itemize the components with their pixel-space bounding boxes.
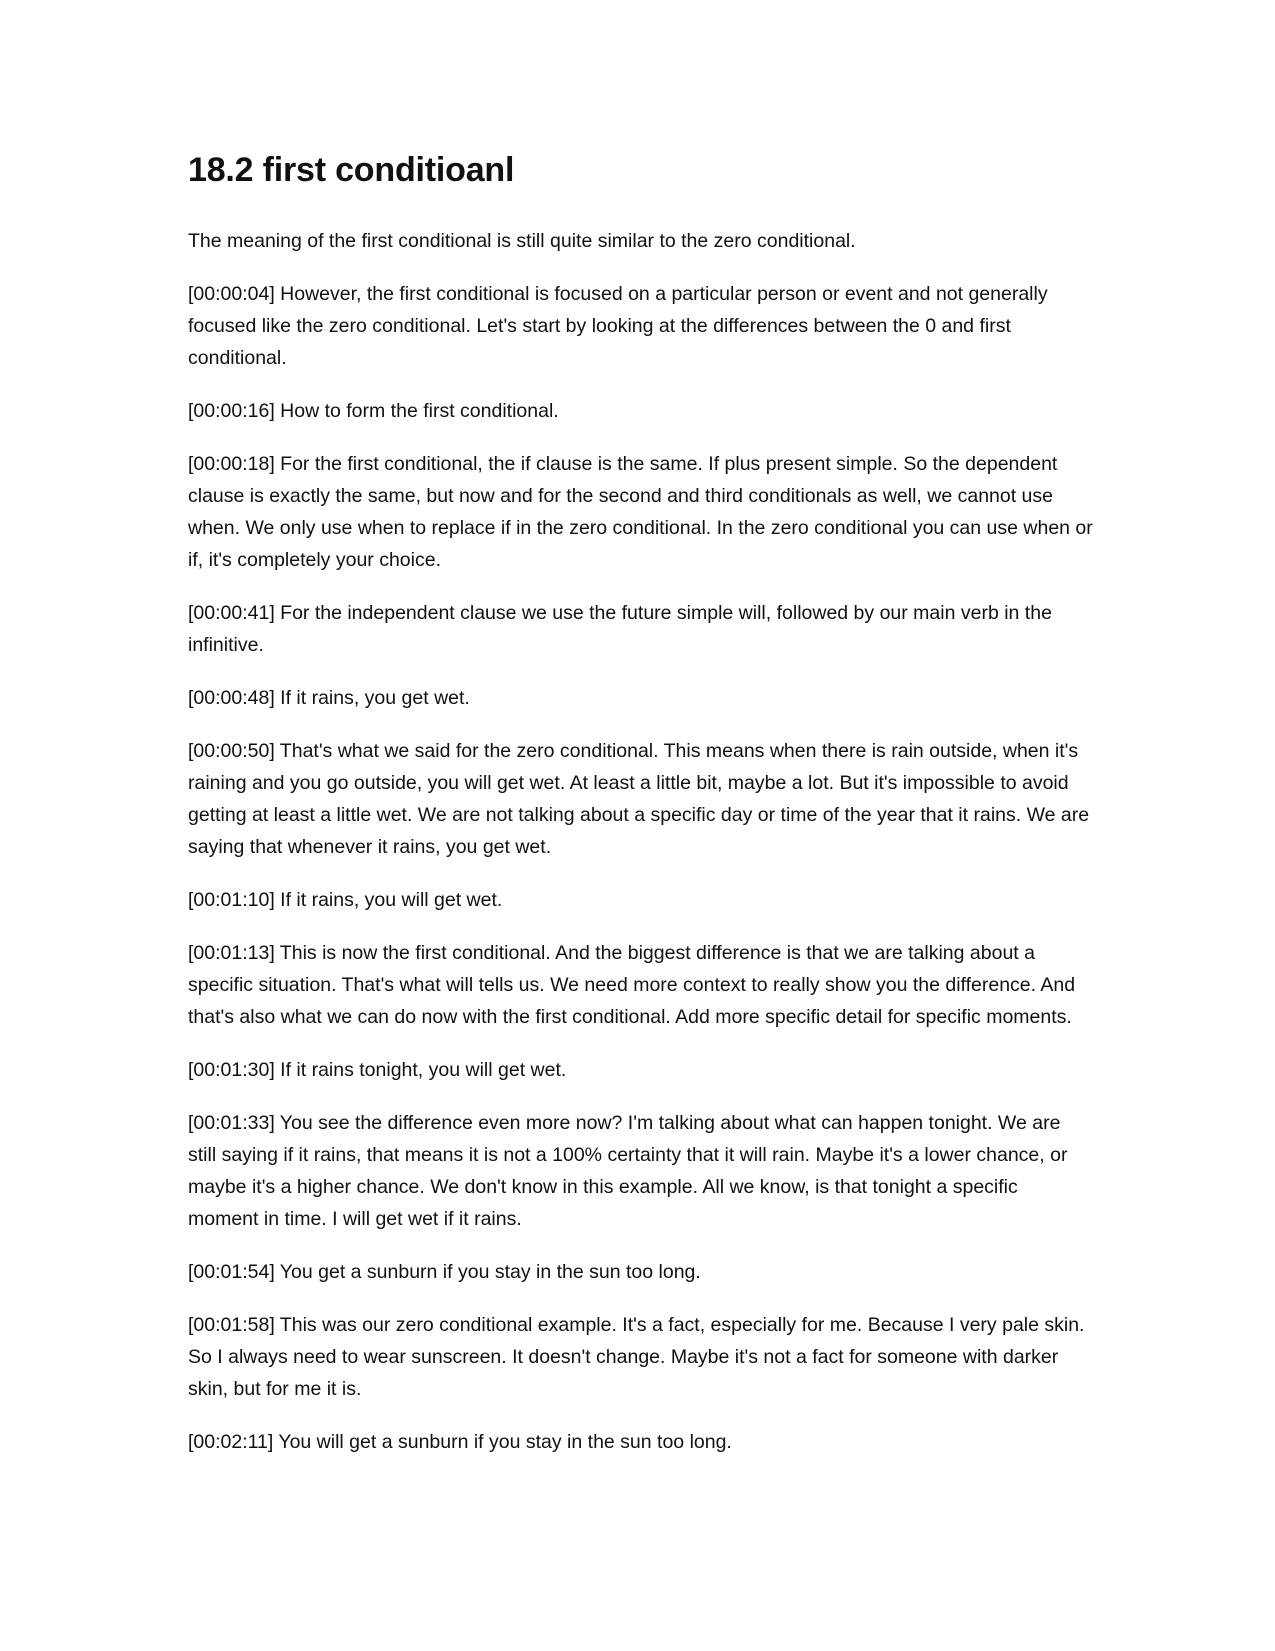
- paragraph-00-01-58: [00:01:58] This was our zero conditional example. It's a fact, especially for me. Because I very pale skin. So I always need to wear sunscreen. It doesn't change. Maybe it's not a fact for someone with darker skin, but for me it is.: [188, 1313, 1085, 1400]
- paragraph-00-00-41: [00:00:41] For the independent clause we use the future simple will, followed by our main verb in the infinitive.: [188, 601, 1052, 656]
- paragraph-intro: The meaning of the first conditional is still quite similar to the zero conditional.: [188, 229, 856, 252]
- page-title: 18.2 first conditioanl: [188, 151, 515, 189]
- paragraph-00-00-18: [00:00:18] For the first conditional, the if clause is the same. If plus present simple. So the dependent clause is exactly the same, but now and for the second and third conditionals as well, we cannot use when. We only use when to replace if in the zero conditional. In the zero conditional you can use when or if, it's completely your choice.: [188, 452, 1093, 571]
- paragraph-00-00-50: [00:00:50] That's what we said for the zero conditional. This means when there is rain outside, when it's raining and you go outside, you will get wet. At least a little bit, maybe a lot. But it's impossible to avoid getting at least a little wet. We are not talking about a specific day or time of the year that it rains. We are saying that whenever it rains, you get wet.: [188, 739, 1090, 858]
- document-page: [188, 150, 1093, 1479]
- paragraph-00-00-48: [00:00:48] If it rains, you get wet.: [188, 686, 470, 709]
- paragraph-00-01-33: [00:01:33] You see the difference even more now? I'm talking about what can happen tonight. We are still saying if it rains, that means it is not a 100% certainty that it will rain. Maybe it's a lower chance, or maybe it's a higher chance. We don't know in this example. All we know, is that tonight a specific moment in time. I will get wet if it rains.: [188, 1111, 1068, 1230]
- paragraph-00-00-04: [00:00:04] However, the first conditional is focused on a particular person or event and not generally focused like the zero conditional. Let's start by looking at the differences between the 0 and first conditional.: [188, 282, 1048, 369]
- paragraph-00-01-54: [00:01:54] You get a sunburn if you stay in the sun too long.: [188, 1260, 701, 1283]
- paragraph-00-02-11: [00:02:11] You will get a sunburn if you stay in the sun too long.: [188, 1430, 732, 1453]
- paragraph-00-01-30: [00:01:30] If it rains tonight, you will get wet.: [188, 1058, 567, 1081]
- paragraph-00-01-10: [00:01:10] If it rains, you will get wet.: [188, 888, 503, 911]
- paragraph-00-01-13: [00:01:13] This is now the first conditional. And the biggest difference is that we are talking about a specific situation. That's what will tells us. We need more context to really show you the difference. And that's also what we can do now with the first conditional. Add more specific detail for specific moments.: [188, 941, 1076, 1028]
- paragraph-00-00-16: [00:00:16] How to form the first conditional.: [188, 399, 559, 422]
